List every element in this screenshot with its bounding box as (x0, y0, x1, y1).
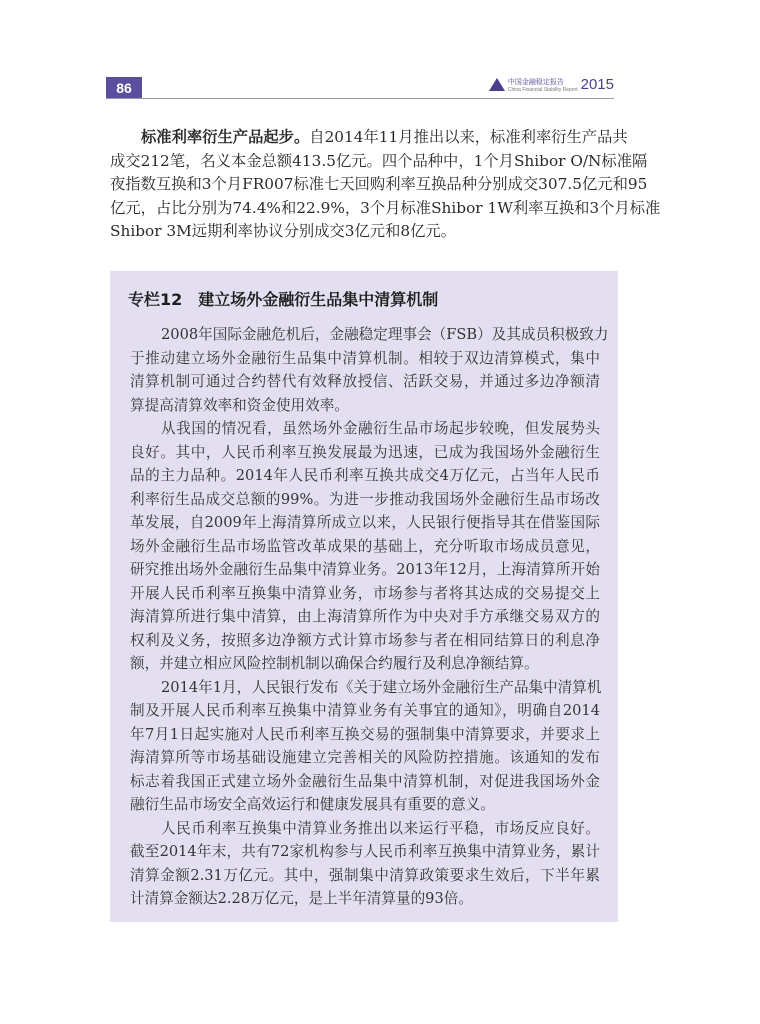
box-line: 制及开展人民币利率互换集中清算业务有关事宜的通知》，明确自2014 (130, 702, 600, 719)
box-line: 清算金额2.31万亿元。其中，强制集中清算政策要求生效后，下半年累 (130, 866, 600, 884)
box-paragraph (130, 817, 600, 911)
intro-lead: 标准利率衍生产品起步。 (141, 128, 310, 146)
box-title: 专栏12 建立场外金融衍生品集中清算机制 (128, 290, 439, 309)
logo-year: 2015 (580, 76, 614, 93)
box-line: 开展人民币利率互换集中清算业务，市场参与者将其达成的交易提交上 (130, 584, 600, 602)
box-line: 截至2014年末，共有72家机构参与人民币利率互换集中清算业务，累计 (130, 843, 600, 860)
box-body (130, 323, 609, 911)
box-line: 额，并建立相应风险控制机制以确保合约履行及利息净额结算。 (130, 655, 539, 672)
box-line: 人民币利率互换集中清算业务推出以来运行平稳，市场反应良好。 (161, 819, 600, 837)
report-logo (489, 76, 614, 93)
box-line: 场外金融衍生品市场监管改革成果的基础上，充分听取市场成员意见， (130, 537, 600, 555)
logo-title-en: China Financial Stability Report (507, 86, 578, 93)
header-divider (106, 98, 614, 99)
box-line: 于推动建立场外金融衍生品集中清算机制。相较于双边清算模式，集中 (130, 349, 600, 367)
box-line: 年7月1日起实施对人民币利率互换交易的强制集中清算要求，并要求上 (130, 725, 600, 743)
sidebar-box (110, 271, 618, 922)
logo-triangle-icon (489, 78, 505, 91)
logo-title-cn: 中国金融稳定报告 (507, 77, 564, 86)
box-line: 计清算金额达2.28万亿元，是上半年清算量的93倍。 (130, 890, 473, 907)
intro-line: 亿元，占比分别为74.4%和22.9%，3个月标准Shibor 1W利率互换和3个月标准 (110, 198, 661, 217)
box-line: 权利及义务，按照多边净额方式计算市场参与者在相同结算日的利息净 (130, 631, 600, 649)
intro-line: 夜指数互换和3个月FR007标准七天回购利率互换品种分别成交307.5亿元和95 (110, 175, 648, 193)
box-line: 算提高清算效率和资金使用效率。 (130, 396, 349, 414)
box-line: 海清算所等市场基础设施建立完善相关的风险防控措施。该通知的发布 (130, 749, 600, 766)
box-line: 2014年1月，人民银行发布《关于建立场外金融衍生产品集中清算机 (161, 678, 602, 696)
intro-line: 成交212笔，名义本金总额413.5亿元。四个品种中，1个月Shibor O/N标准隔 (110, 151, 648, 170)
intro-line: Shibor 3M远期利率协议分别成交3亿元和8亿元。 (110, 222, 457, 240)
page-number: 86 (106, 77, 142, 99)
box-paragraph (130, 323, 609, 417)
box-line: 革发展，自2009年上海清算所成立以来，人民银行便指导其在借鉴国际 (130, 514, 600, 531)
box-line: 良好。其中，人民币利率互换发展最为迅速，已成为我国场外金融衍生 (130, 443, 600, 461)
intro-paragraph (110, 126, 661, 244)
box-paragraph (130, 676, 600, 817)
box-line: 海清算所进行集中清算，由上海清算所作为中央对手方承继交易双方的 (130, 608, 600, 625)
box-line: 从我国的情况看，虽然场外金融衍生品市场起步较晚，但发展势头 (161, 420, 600, 437)
box-line: 研究推出场外金融衍生品集中清算业务。2013年12月，上海清算所开始 (130, 561, 600, 578)
box-line: 2008年国际金融危机后，金融稳定理事会（FSB）及其成员积极致力 (161, 326, 609, 343)
box-paragraph (130, 417, 600, 676)
box-line: 清算机制可通过合约替代有效释放授信、活跃交易，并通过多边净额清 (130, 373, 600, 390)
intro-line: 自2014年11月推出以来，标准利率衍生产品共 (309, 128, 628, 146)
box-line: 品的主力品种。2014年人民币利率互换共成交4万亿元，占当年人民币 (130, 467, 600, 484)
box-line: 利率衍生品成交总额的99%。为进一步推动我国场外金融衍生品市场改 (130, 490, 600, 508)
box-line: 融衍生品市场安全高效运行和健康发展具有重要的意义。 (130, 796, 495, 813)
box-line: 标志着我国正式建立场外金融衍生品集中清算机制，对促进我国场外金 (130, 772, 600, 790)
